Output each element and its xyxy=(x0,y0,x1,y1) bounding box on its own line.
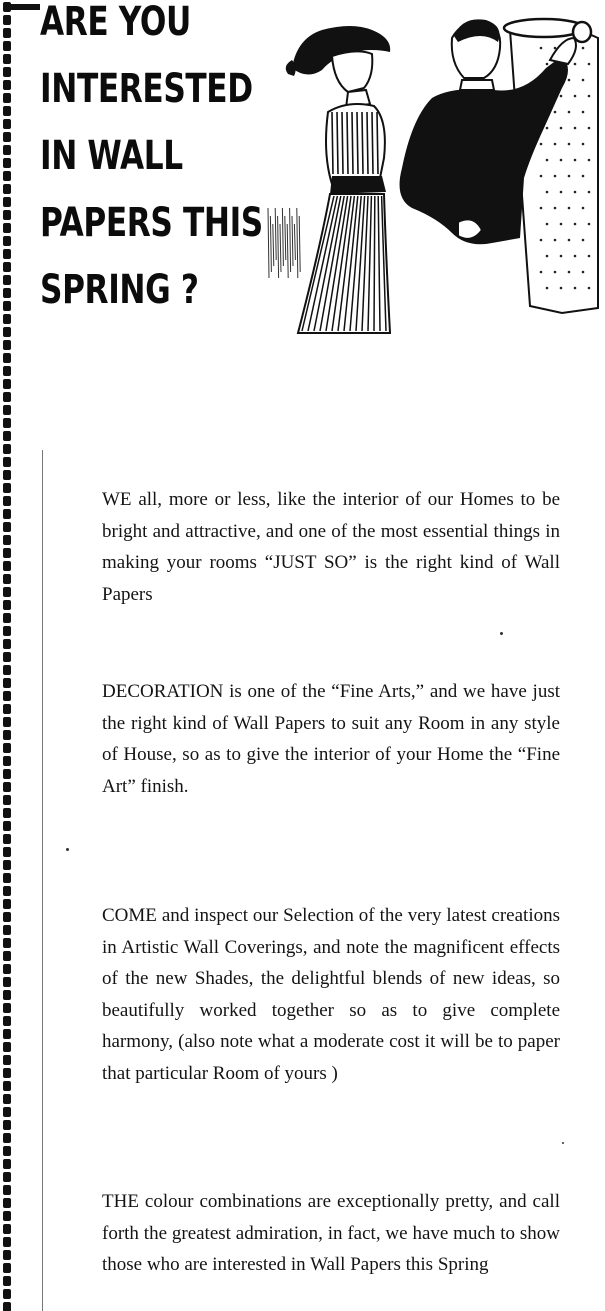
headline xyxy=(40,0,280,313)
paragraph-1: WE all, more or less, like the interior of our Homes to be bright and attractive, and one of the most essential things in making your rooms “JUST SO” is the right kind of Wall Papers xyxy=(102,489,560,605)
woman-figure xyxy=(268,26,390,333)
paragraph-3: COME and inspect our Selection of the very latest creations in Artistic Wall Coverings, and note the magnificent effects of the new Shades, the delightful blends of new ideas, so beautifully worked together so as to give complete harmony, (also note what a moderate cost it will be to paper that particular Room of yours ) xyxy=(102,905,560,1084)
print-speck xyxy=(500,632,503,635)
column-rule xyxy=(42,450,43,1311)
headline-line-3: IN WALL xyxy=(40,133,183,179)
headline-line-2: INTERESTED xyxy=(40,66,253,112)
top-rule xyxy=(10,4,40,10)
headline-line-4: PAPERS THIS xyxy=(40,200,263,246)
headline-line-1: ARE YOU xyxy=(40,0,191,45)
couple-wallpaper-illustration xyxy=(262,8,605,343)
print-speck xyxy=(562,1142,564,1144)
headline-line-5: SPRING ? xyxy=(40,267,199,313)
print-speck xyxy=(66,848,69,851)
paragraph-4: THE colour combinations are exceptionally pretty, and call forth the greatest admiration, in fact, we have much to show those who are interested in Wall Papers this Spring xyxy=(102,1191,560,1275)
left-border-ornament xyxy=(0,0,14,1311)
paragraph-2: DECORATION is one of the “Fine Arts,” and we have just the right kind of Wall Papers to suit any Room in any style of House, so as to give the interior of your Home the “Fine Art” finish. xyxy=(102,681,560,797)
